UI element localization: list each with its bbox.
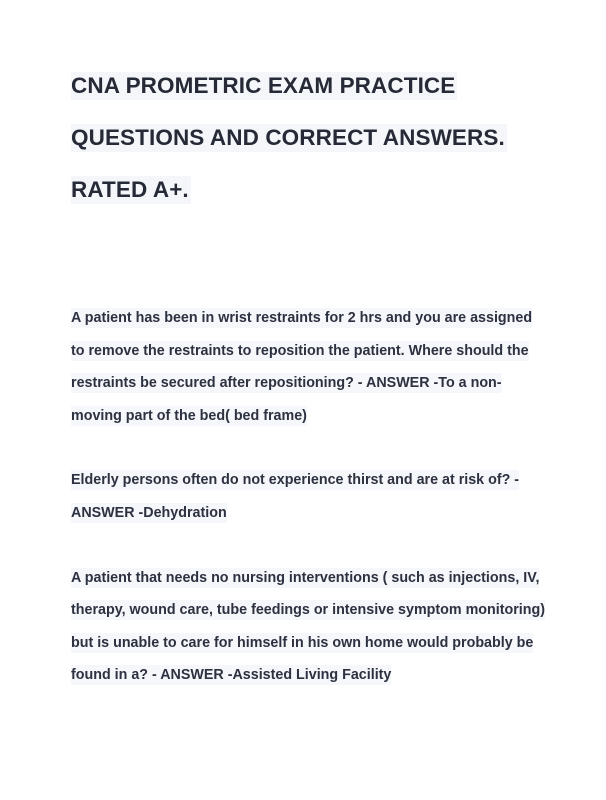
question-3-line-4: found in a? - ANSWER -Assisted Living Facility [71, 667, 392, 683]
question-1-line-2: to remove the restraints to reposition the patient. Where should the [71, 343, 529, 359]
question-3-line-3: but is unable to care for himself in his own home would probably be [71, 635, 534, 651]
question-3-line-1: A patient that needs no nursing interventions ( such as injections, IV, [71, 570, 540, 586]
question-1-line-1: A patient has been in wrist restraints for 2 hrs and you are assigned [71, 310, 533, 326]
question-2-line-1: Elderly persons often do not experience thirst and are at risk of? - [71, 472, 520, 488]
document-title-line-1: CNA PROMETRIC EXAM PRACTICE [71, 73, 456, 98]
question-1-line-4: moving part of the bed( bed frame) [71, 408, 307, 424]
question-3-line-2: therapy, wound care, tube feedings or intensive symptom monitoring) [71, 602, 545, 618]
document-title-line-2: QUESTIONS AND CORRECT ANSWERS. [71, 125, 505, 150]
question-2-line-2: ANSWER -Dehydration [71, 505, 227, 521]
question-1-line-3: restraints be secured after repositioning? - ANSWER -To a non- [71, 375, 502, 391]
document-title-line-3: RATED A+. [71, 177, 189, 202]
